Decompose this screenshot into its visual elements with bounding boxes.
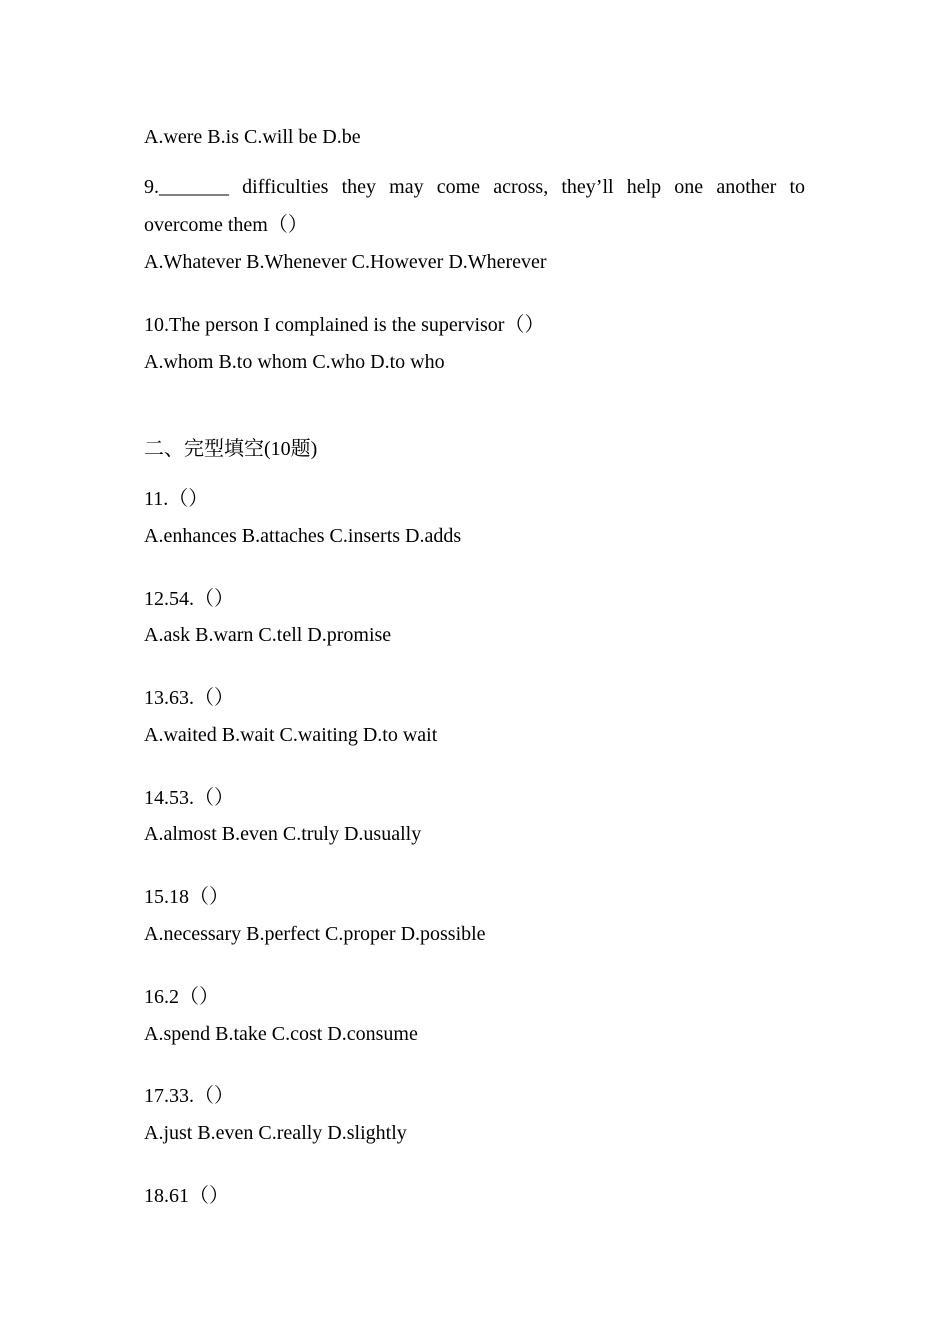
q15-options: A.necessary B.perfect C.proper D.possible [144,923,486,945]
q10-options: A.whom B.to whom C.who D.to who [144,351,445,373]
q18-stem: 18.61（） [144,1185,229,1207]
q16-options: A.spend B.take C.cost D.consume [144,1023,418,1045]
q12-stem: 12.54.（） [144,588,234,610]
q8-options: A.were B.is C.will be D.be [144,126,361,148]
q17-stem: 17.33.（） [144,1085,234,1107]
q9-options: A.Whatever B.Whenever C.However D.Wherever [144,251,547,273]
q14-stem: 14.53.（） [144,787,234,809]
q9-stem-line1: 9._______ difficulties they may come across, they’ll help one another to [144,176,805,198]
q11-stem: 11.（） [144,488,209,510]
q14-options: A.almost B.even C.truly D.usually [144,823,422,845]
q9-stem-line2: overcome them（） [144,214,308,236]
q15-stem: 15.18（） [144,886,229,908]
q10-stem: 10.The person I complained is the supervisor（） [144,314,545,336]
q12-options: A.ask B.warn C.tell D.promise [144,624,392,646]
q13-stem: 13.63.（） [144,687,234,709]
q17-options: A.just B.even C.really D.slightly [144,1122,407,1144]
q13-options: A.waited B.wait C.waiting D.to wait [144,724,438,746]
section-heading: 二、完型填空(10题) [144,438,318,460]
q11-options: A.enhances B.attaches C.inserts D.adds [144,525,462,547]
q16-stem: 16.2（） [144,986,219,1008]
